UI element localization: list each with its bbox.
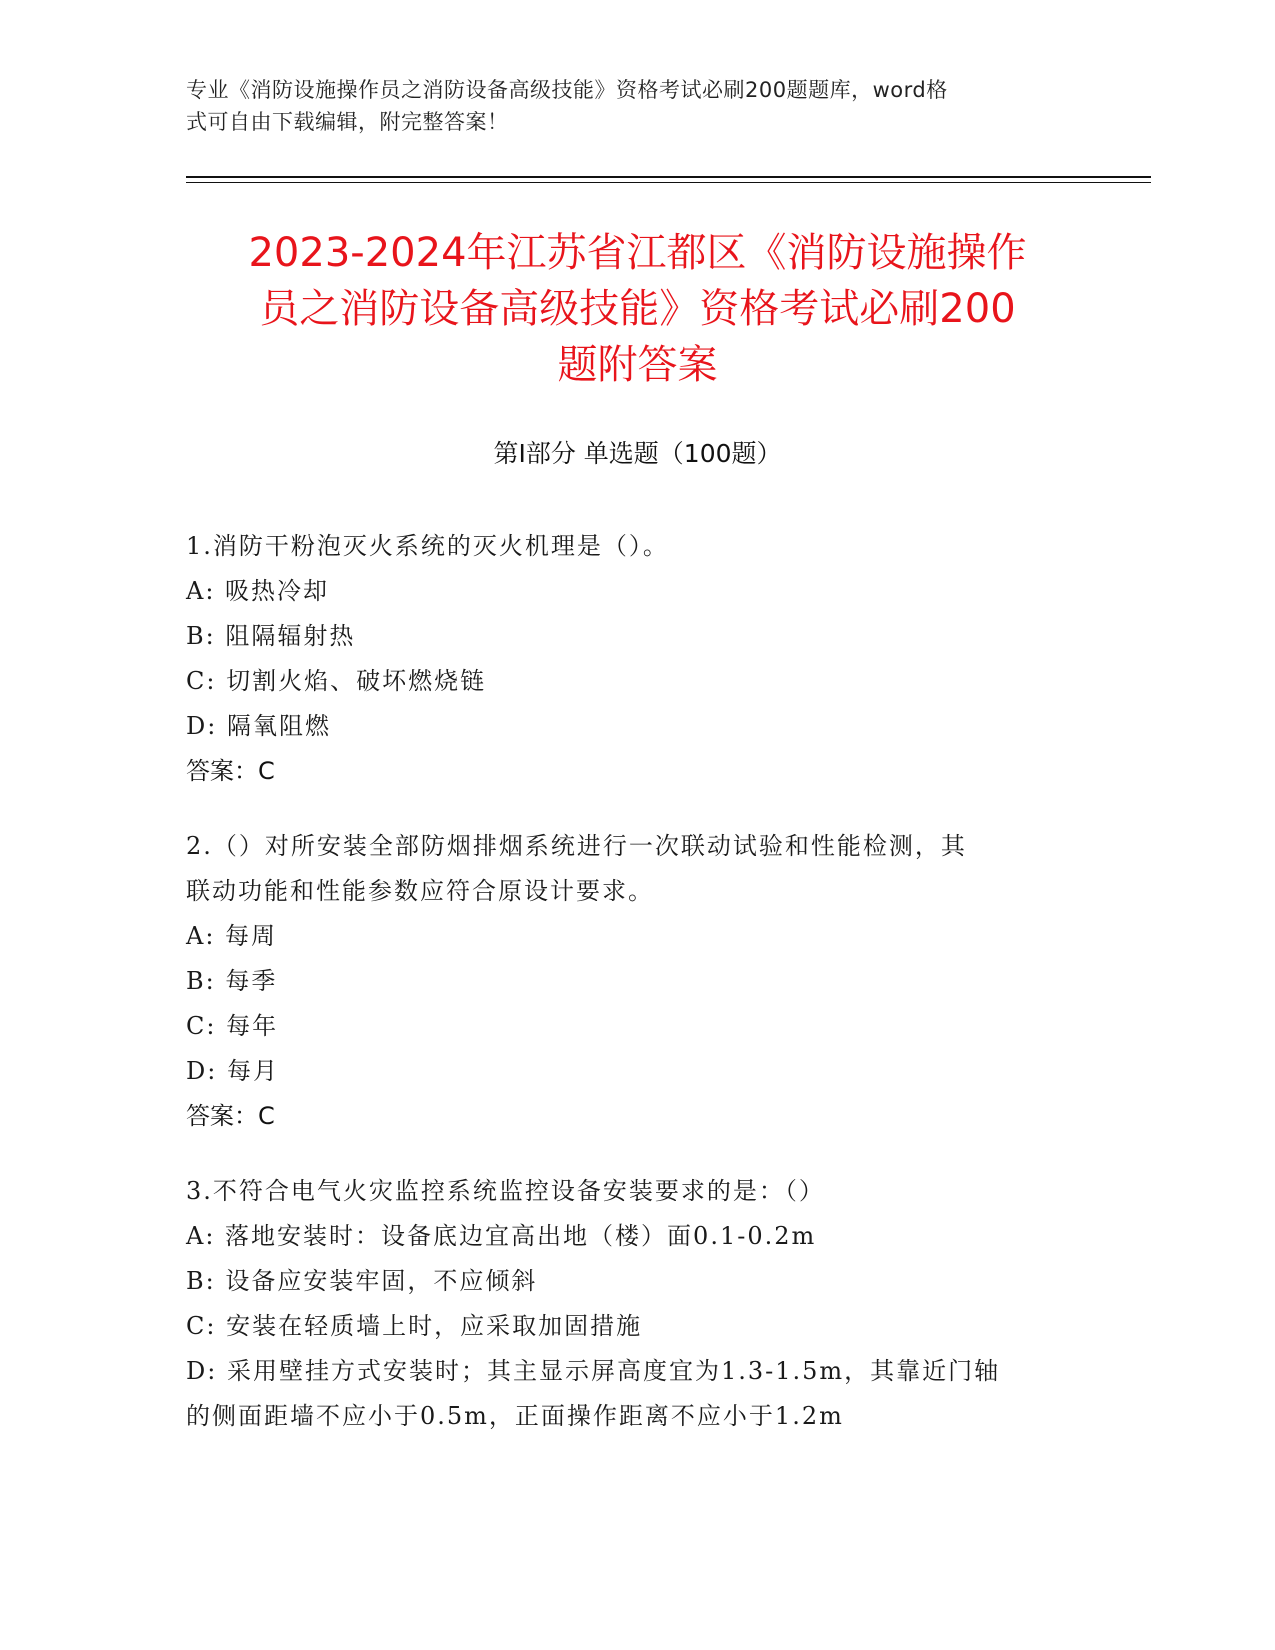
question-2: [186, 824, 1086, 1139]
title-line-2: 员之消防设备高级技能》资格考试必刷200: [259, 286, 1016, 332]
title-line-1: 2023-2024年江苏省江都区《消防设施操作: [248, 230, 1027, 276]
header-note-line-2: 式可自由下载编辑，附完整答案！: [186, 110, 509, 134]
option-d: D: 每月: [186, 1057, 279, 1085]
document-title: [180, 225, 1095, 393]
section-heading: 第Ⅰ部分 单选题（100题）: [493, 439, 782, 468]
header-note-line-1: 专业《消防设施操作员之消防设备高级技能》资格考试必刷200题题库，word格: [186, 78, 948, 102]
header-divider-thin: [186, 182, 1151, 183]
option-a: A: 吸热冷却: [186, 577, 330, 605]
option-c: C: 切割火焰、破坏燃烧链: [186, 667, 487, 695]
question-stem-line-1: 2.（）对所安装全部防烟排烟系统进行一次联动试验和性能检测，其: [186, 832, 967, 860]
question-3: [186, 1169, 1086, 1439]
option-d-continued: 的侧面距墙不应小于0.5m，正面操作距离不应小于1.2m: [186, 1402, 844, 1430]
option-b: B: 每季: [186, 967, 278, 995]
question-stem: 3.不符合电气火灾监控系统监控设备安装要求的是：（）: [186, 1177, 825, 1205]
option-a: A: 落地安装时：设备底边宜高出地（楼）面0.1-0.2m: [186, 1222, 817, 1250]
option-d: D: 采用壁挂方式安装时；其主显示屏高度宜为1.3-1.5m，其靠近门轴: [186, 1357, 1001, 1385]
header-divider-thick: [186, 176, 1151, 178]
option-d: D: 隔氧阻燃: [186, 712, 331, 740]
option-b: B: 阻隔辐射热: [186, 622, 356, 650]
question-1: [186, 524, 1086, 794]
question-list: [186, 524, 1086, 1469]
option-c: C: 每年: [186, 1012, 279, 1040]
answer: 答案：C: [186, 1102, 275, 1130]
question-stem-line-2: 联动功能和性能参数应符合原设计要求。: [186, 877, 654, 905]
option-a: A: 每周: [186, 922, 278, 950]
answer: 答案：C: [186, 757, 275, 785]
title-line-3: 题附答案: [557, 342, 718, 388]
header-note: [186, 74, 1066, 138]
question-stem: 1.消防干粉泡灭火系统的灭火机理是（）。: [186, 532, 669, 560]
option-b: B: 设备应安装牢固，不应倾斜: [186, 1267, 538, 1295]
option-c: C: 安装在轻质墙上时，应采取加固措施: [186, 1312, 643, 1340]
